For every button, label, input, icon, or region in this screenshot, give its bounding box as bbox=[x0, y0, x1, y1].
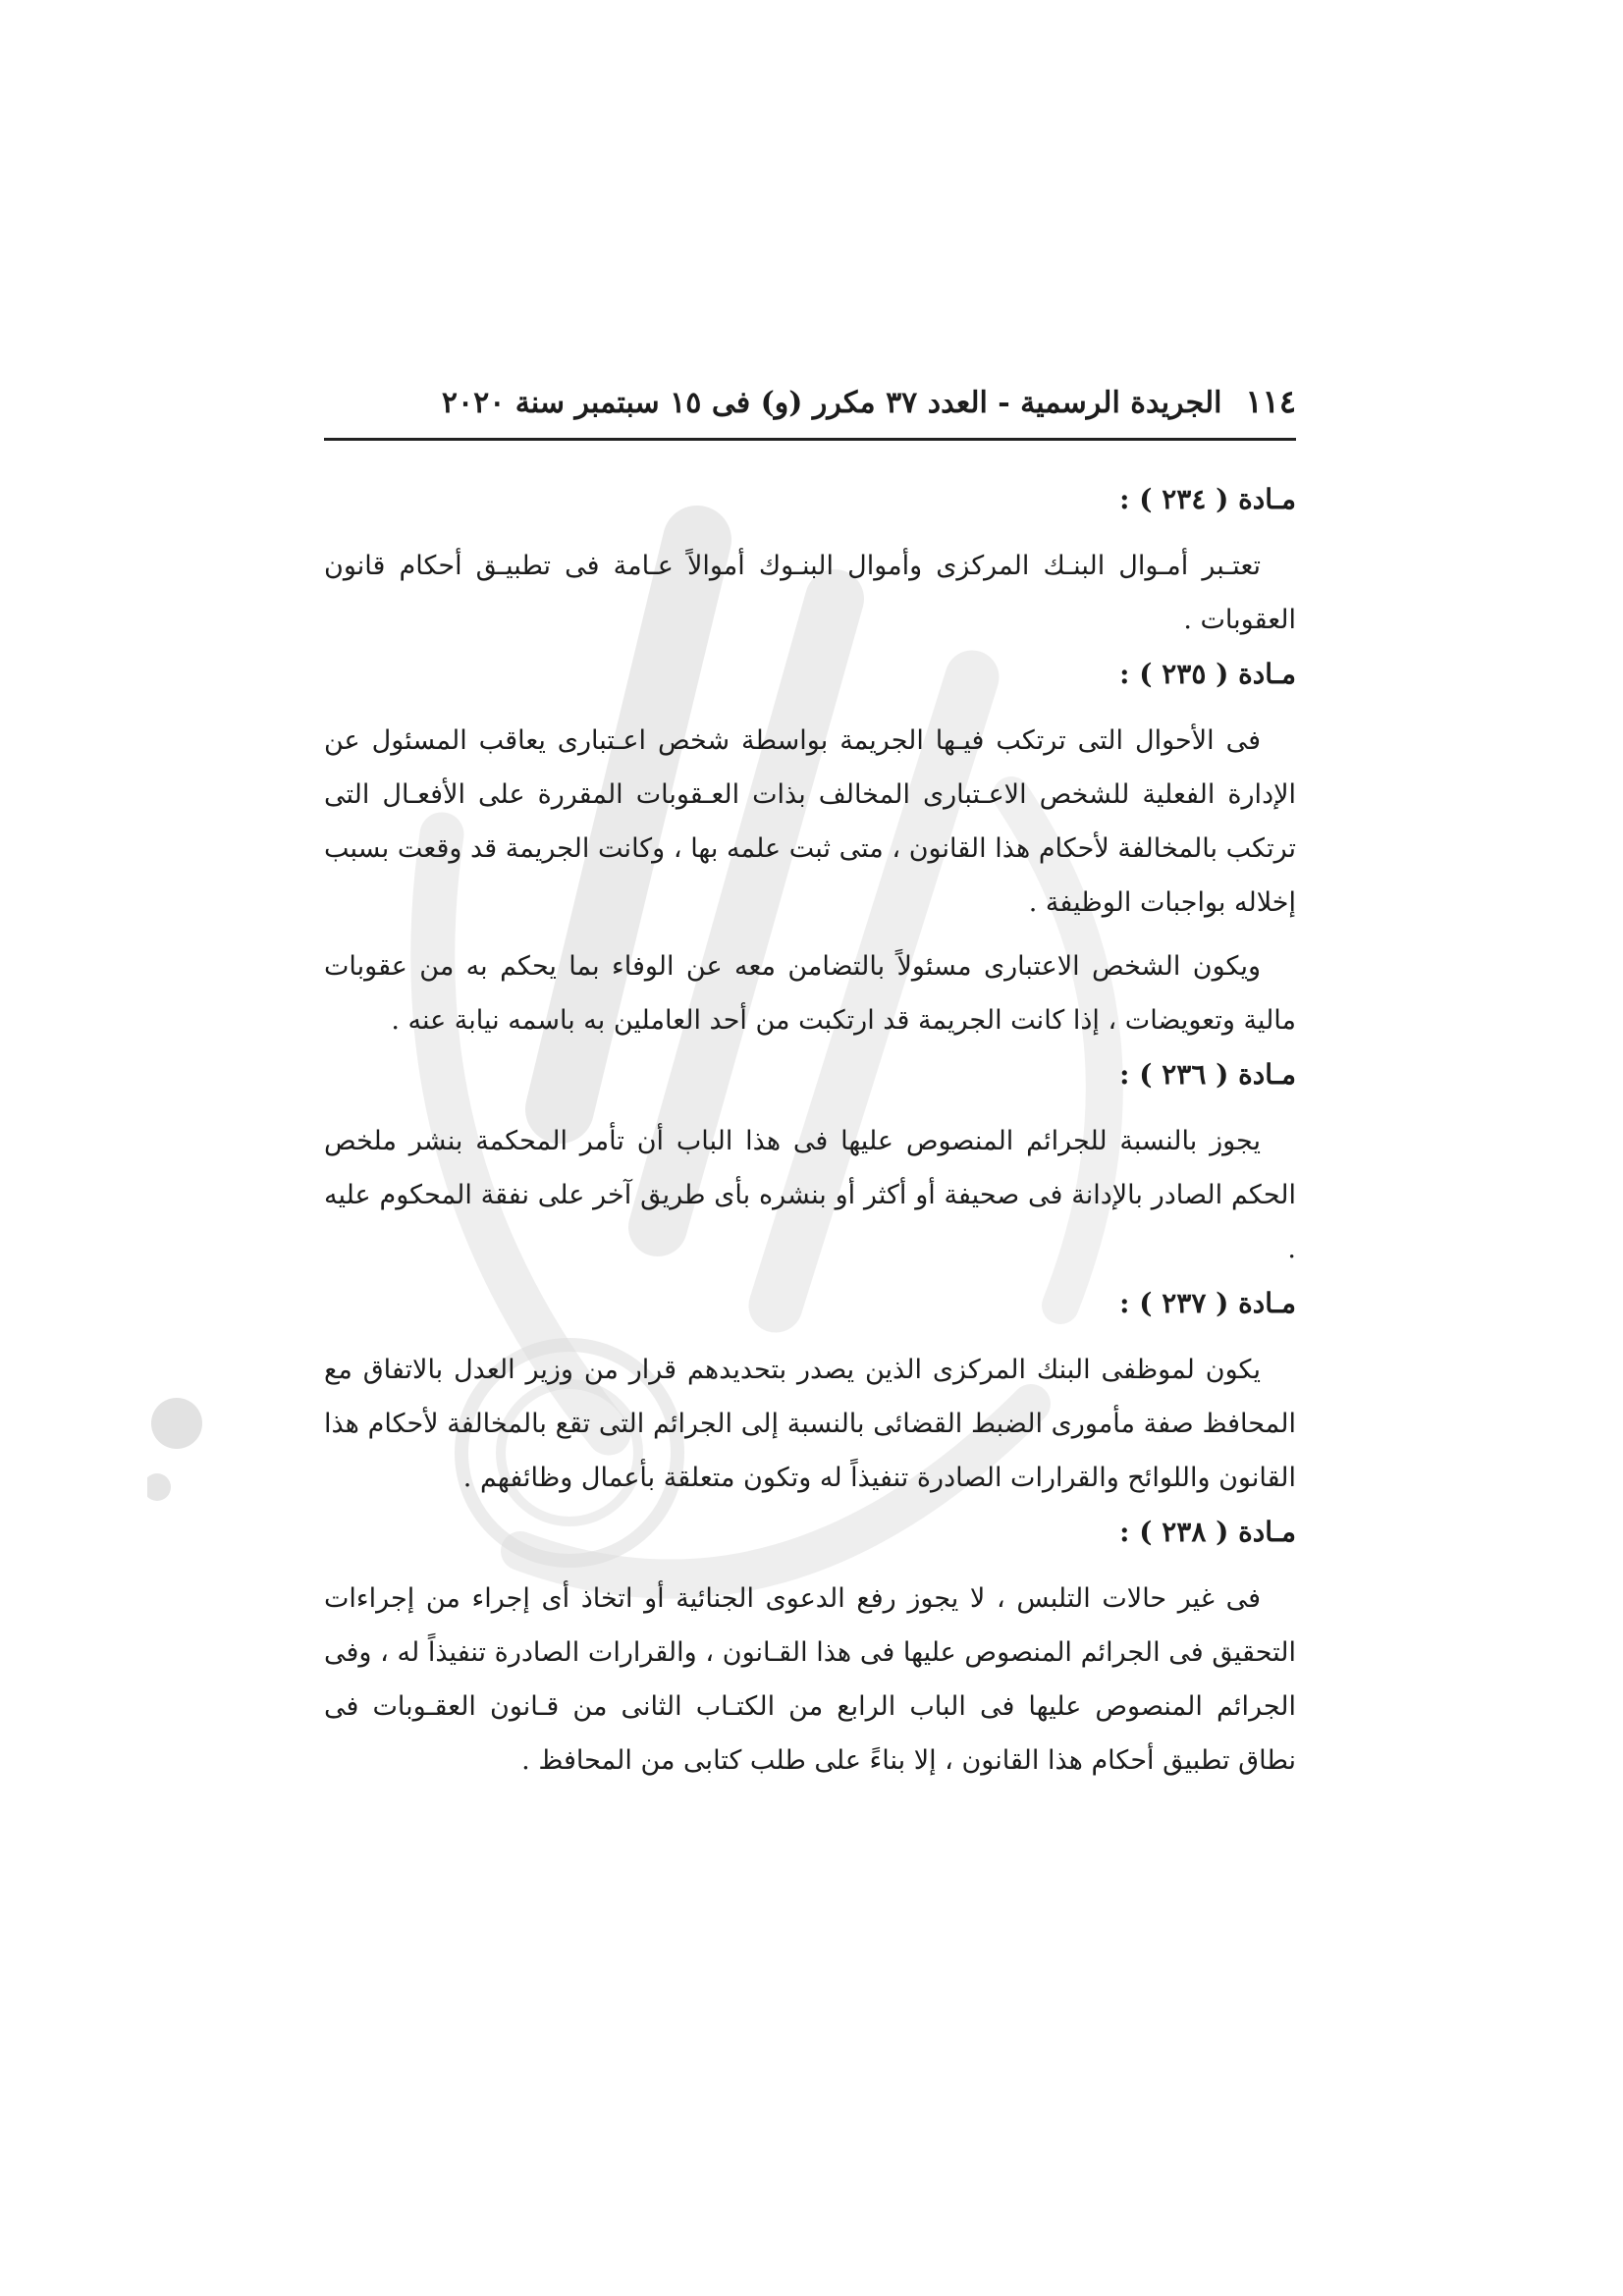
article-paragraph: يكون لموظفى البنك المركزى الذين يصدر بتحديدهم قرار من وزير العدل بالاتفاق مع المحافظ صفة مأمورى الضبط القضائى بالنسبة إلى الجرائم التى تقع بالمخالفة لأحكام هذا القانون واللوائح والقرارات الصادرة تنفيذاً له وتكون متعلقة بأعمال وظائفهم . bbox=[324, 1355, 1296, 1493]
gazette-header-title: الجريدة الرسمية - العدد ٣٧ مكرر (و) فى ١٥ سبتمبر سنة ٢٠٢٠ bbox=[441, 386, 1222, 420]
article-paragraph: يجوز بالنسبة للجرائم المنصوص عليها فى هذا الباب أن تأمر المحكمة بنشر ملخص الحكم الصادر بالإدانة فى صحيفة أو أكثر أو بنشره بأى طريق آخر على نفقة المحكوم عليه . bbox=[324, 1126, 1296, 1264]
article-paragraph: تعتـبر أمـوال البنـك المركزى وأموال البنـوك أموالاً عـامة فى تطبيـق أحكام قانون العقوبات . bbox=[324, 551, 1296, 635]
page-number: ١١٤ bbox=[1245, 383, 1296, 420]
article-paragraph: فى غير حالات التلبس ، لا يجوز رفع الدعوى الجنائية أو اتخاذ أى إجراء من إجراءات التحقيق فى الجرائم المنصوص عليها فى هذا القـانون ، والقرارات الصادرة تنفيذاً له ، وفى الجرائم المنصوص عليها فى الباب الرابع من الكتـاب الثانى من قـانون العقـوبات فى نطاق تطبيق أحكام هذا القانون ، إلا بناءً على طلب كتابى من المحافظ . bbox=[324, 1583, 1296, 1776]
article-234 bbox=[324, 482, 1296, 647]
article-title: مـادة ( ٢٣٧ ) : bbox=[1119, 1287, 1296, 1319]
document-page bbox=[324, 383, 1296, 1797]
article-236 bbox=[324, 1057, 1296, 1276]
article-235 bbox=[324, 657, 1296, 1047]
page-header bbox=[324, 383, 1296, 441]
article-237 bbox=[324, 1286, 1296, 1505]
article-title: مـادة ( ٢٣٤ ) : bbox=[1119, 483, 1296, 515]
article-238 bbox=[324, 1515, 1296, 1788]
article-title: مـادة ( ٢٣٥ ) : bbox=[1119, 658, 1296, 690]
article-title: مـادة ( ٢٣٦ ) : bbox=[1119, 1058, 1296, 1091]
article-paragraph: فى الأحوال التى ترتكب فيـها الجريمة بواسطة شخص اعـتبارى يعاقب المسئول عن الإدارة الفعلية للشخص الاعـتبارى المخالف بذات العـقوبات المقررة على الأفعـال التى ترتكب بالمخالفة لأحكام هذا القانون ، متى ثبت علمه بها ، وكانت الجريمة قد وقعت بسبب إخلاله بواجبات الوظيفة . bbox=[324, 725, 1296, 918]
article-title: مـادة ( ٢٣٨ ) : bbox=[1119, 1516, 1296, 1548]
article-paragraph: ويكون الشخص الاعتبارى مسئولاً بالتضامن معه عن الوفاء بما يحكم به من عقوبات مالية وتعويضات ، إذا كانت الجريمة قد ارتكبت من أحد العاملين به باسمه نيابة عنه . bbox=[324, 951, 1296, 1036]
